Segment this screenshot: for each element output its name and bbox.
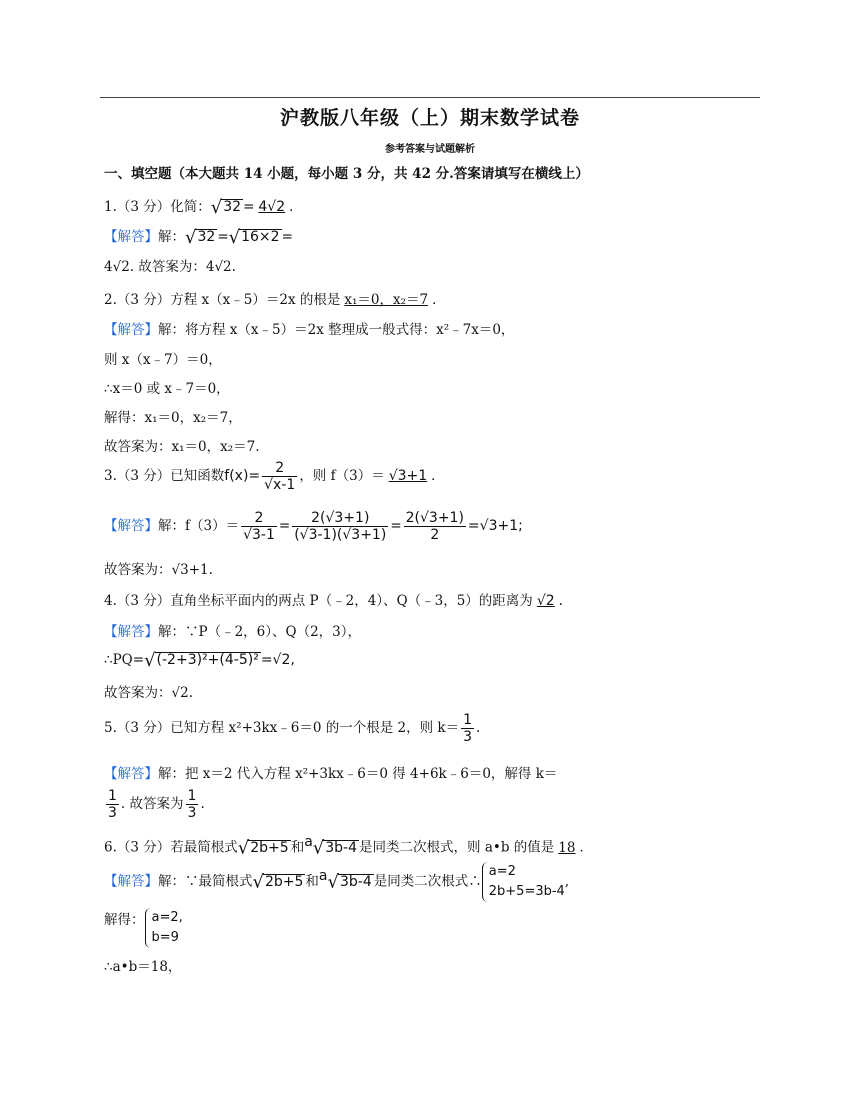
solution-2-line: 解得：x₁＝0，x₂＝7， [104,410,242,426]
answer-blank: x₁＝0，x₂＝7 [344,292,429,308]
question-2: 2.（3 分）方程 x（x﹣5）＝2x 的根是 x₁＝0，x₂＝7 ． [104,292,446,308]
answer-blank: 18 [558,839,576,856]
solution-6-line: 解得： a=2, b=9 [104,908,183,948]
solution-5: 【解答】解：把 x＝2 代入方程 x²+3kx﹣6＝0 得 4+6k﹣6＝0，解得 k＝ [104,766,558,782]
solution-5-line: $\frac{1}{3}$ . 故答案为 $\frac{1}{3}$ . [108,788,205,821]
solution-4: 【解答】解：∵P（﹣2，6）、Q（2，3）， [104,624,362,640]
solution-2-line: ∴x＝0 或 x﹣7＝0， [104,381,230,397]
solution-1-line2: 4√2. 故答案为：4√2. [104,259,236,275]
answer-blank: √3+1 [388,468,428,484]
solution-2: 【解答】解：将方程 x（x﹣5）＝2x 整理成一般式得：x²﹣7x＝0， [104,322,515,338]
answer-tag: 【解答】 [104,229,158,245]
question-5: 5.（3 分）已知方程 x²+3kx﹣6＝0 的一个根是 2，则 k＝ $\frac{1}{3}$ . [104,712,481,745]
question-6: 6.（3 分）若最简根式√2b+5 和$^a$√3b-4 是同类二次根式，则 a•b 的值是 18 ． [104,834,593,859]
answer-blank: $\frac{1}{3}$ [463,712,473,745]
question-1: 1.（3 分）化简：√32 = 4√2 ． [104,197,303,218]
header-rule [100,97,760,98]
solution-3: 【解答】解：f（3）＝ $\frac{2}{√3-1}$ = $\frac{2(√3+1)}{(√3-1)(√3+1)}$ = $\frac{2(√3+1)}{2}$ =√3+1; [104,510,523,543]
question-4: 4.（3 分）直角坐标平面内的两点 P（﹣2，4）、Q（﹣3，5）的距离为 √2 . [104,593,563,609]
solution-2-line: 故答案为：x₁＝0，x₂＝7. [104,439,260,455]
solution-4-line: 故答案为：√2. [104,685,193,701]
section-heading: 一、填空题（本大题共 14 小题，每小题 3 分，共 42 分.答案请填写在横线上） [104,166,589,182]
page-title: 沪教版八年级（上）期末数学试卷 [279,107,580,129]
answer-blank: √2 [536,593,555,609]
solution-3-line: 故答案为：√3+1. [104,562,213,578]
equation-system: a=2, b=9 [145,908,183,948]
answer-blank: 4√2 [258,199,286,215]
solution-4-line: ∴PQ=√(-2+3)²+(4-5)² =√2, [104,650,295,671]
solution-6: 【解答】解：∵最简根式√2b+5 和$^a$√3b-4 是同类二次根式∴ a=2 2b+5=3b-4 , [104,862,569,902]
solution-2-line: 则 x（x﹣7）＝0， [104,352,222,368]
question-3: 3.（3 分）已知函数f(x)= $\frac{2}{√x-1}$ ，则 f（3）＝ √3+1 ． [104,460,445,493]
solution-1: 【解答】解：√32 =√16×2 = [104,227,293,248]
page-subtitle: 参考答案与试题解析 [385,144,475,155]
solution-6-line: ∴a•b＝18， [104,959,182,975]
